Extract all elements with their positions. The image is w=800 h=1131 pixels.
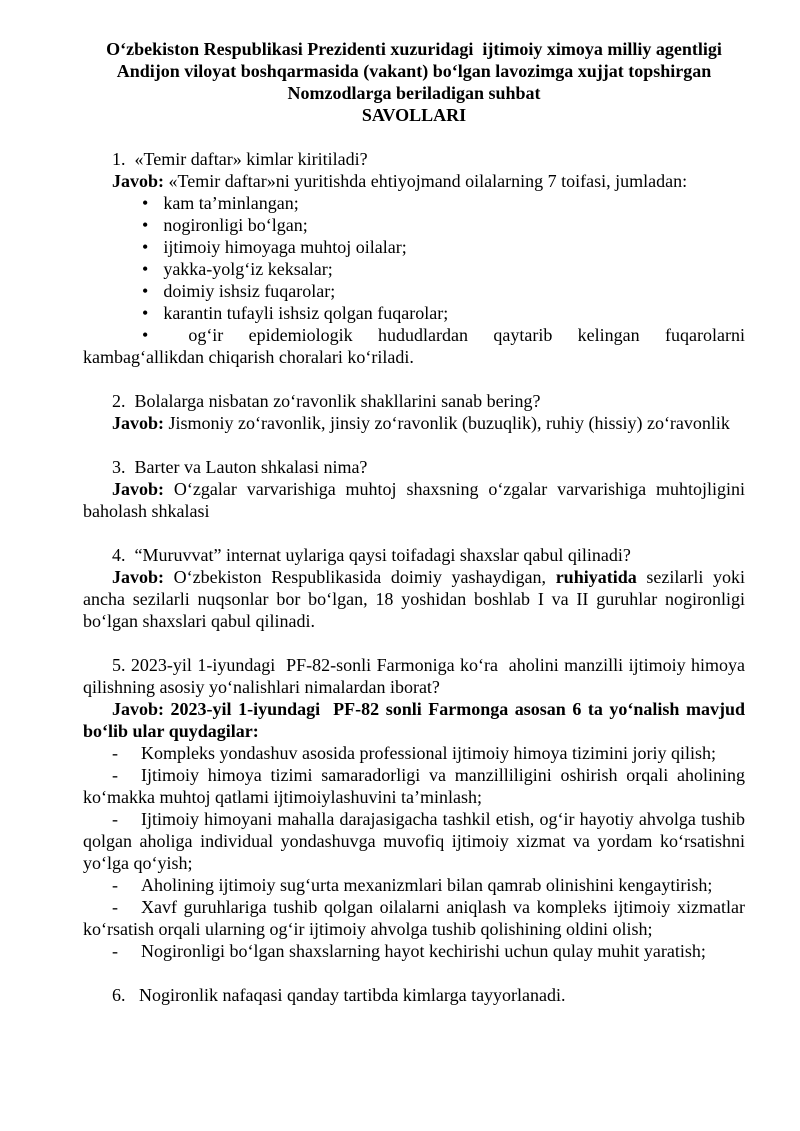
text-run: Nogironligi bo‘lgan shaxslarning hayot kechirishi uchun qulay muhit yaratish; — [141, 941, 706, 961]
dash-item — [83, 940, 745, 962]
answer-paragraph — [83, 412, 745, 434]
text-run: 1. «Temir daftar» kimlar kiritiladi? — [112, 149, 368, 169]
dash-item — [83, 896, 745, 940]
bold-text-run: Javob: — [112, 171, 169, 191]
dash-marker: - — [112, 875, 118, 895]
answer-paragraph — [83, 566, 745, 632]
bullet-item — [83, 280, 745, 302]
answer-paragraph — [83, 698, 745, 742]
dash-marker: - — [112, 743, 118, 763]
bullet-marker: • — [142, 237, 149, 257]
text-run: karantin tufayli ishsiz qolgan fuqarolar; — [163, 303, 449, 323]
text-run: 5. 2023-yil 1-iyundagi PF-82-sonli Farmoniga ko‘ra aholini manzilli ijtimoiy himoya qilishning asosiy yo‘nalishlari nimalardan iborat? — [83, 655, 745, 697]
bold-text-run: Javob: — [112, 479, 174, 499]
dash-item — [83, 764, 745, 808]
text-run: og‘ir epidemiologik hududlardan qaytarib kelingan fuqarolarni kambag‘allikdan chiqarish choralari ko‘riladi. — [83, 325, 745, 367]
dash-marker: - — [112, 809, 118, 829]
text-run: ijtimoiy himoyaga muhtoj oilalar; — [163, 237, 407, 257]
title-line-4: SAVOLLARI — [361, 105, 467, 125]
bullet-marker: • — [142, 281, 149, 301]
text-run: Kompleks yondashuv asosida professional ijtimoiy himoya tizimini joriy qilish; — [141, 743, 716, 763]
text-run: 3. Barter va Lauton shkalasi nima? — [112, 457, 368, 477]
document-body — [83, 148, 745, 1006]
question-paragraph — [83, 654, 745, 698]
question-paragraph — [83, 456, 745, 478]
bullet-marker: • — [142, 325, 149, 345]
dash-marker: - — [112, 897, 118, 917]
bold-text-run: Javob: 2023-yil 1-iyundagi PF-82 sonli Farmonga asosan 6 ta yo‘nalish mavjud bo‘lib ular quydagilar: — [83, 699, 745, 741]
text-run: yakka-yolg‘iz keksalar; — [163, 259, 333, 279]
bullet-marker: • — [142, 215, 149, 235]
bullet-item — [83, 324, 745, 368]
text-run: O‘zgalar varvarishiga muhtoj shaxsning o‘zgalar varvarishiga muhtojligini baholash shkalasi — [83, 479, 745, 521]
bold-text-run: Javob: — [112, 567, 174, 587]
title-line-3: Nomzodlarga beriladigan suhbat — [287, 83, 541, 103]
text-run: Ijtimoiy himoyani mahalla darajasigacha tashkil etish, og‘ir hayotiy ahvolga tushib qolgan aholiga individual yondashuvga muvofiq ijtimoiy xizmat va yordam ko‘rsatishni yo‘lga qo‘yish; — [83, 809, 745, 873]
text-run: kam ta’minlangan; — [163, 193, 299, 213]
bullet-item — [83, 236, 745, 258]
text-run: doimiy ishsiz fuqarolar; — [163, 281, 336, 301]
text-run: 6. Nogironlik nafaqasi qanday tartibda kimlarga tayyorlanadi. — [112, 985, 566, 1005]
bullet-marker: • — [142, 259, 149, 279]
answer-paragraph — [83, 170, 745, 192]
bullet-item — [83, 192, 745, 214]
title-line-2: Andijon viloyat boshqarmasida (vakant) bo‘lgan lavozimga xujjat topshirgan — [116, 61, 712, 81]
bullet-marker: • — [142, 193, 149, 213]
text-run: 2. Bolalarga nisbatan zo‘ravonlik shakllarini sanab bering? — [112, 391, 541, 411]
document-title — [83, 38, 745, 126]
dash-item — [83, 808, 745, 874]
text-run: nogironligi bo‘lgan; — [163, 215, 308, 235]
bullet-item — [83, 302, 745, 324]
title-line-1: O‘zbekiston Respublikasi Prezidenti xuzuridagi ijtimoiy ximoya milliy agentligi — [106, 39, 722, 59]
text-run: Ijtimoiy himoya tizimi samaradorligi va manzilliligini oshirish orqali aholining ko‘makka muhtoj qatlami ijtimoiylashuvini ta’minlash; — [83, 765, 745, 807]
bullet-item — [83, 258, 745, 280]
text-run: sezilarli yoki ancha sezilarli nuqsonlar bor bo‘lgan, 18 yoshidan boshlab I va II guruhlar nogironligi bo‘lgan shaxslari qabul qilinadi. — [83, 567, 745, 631]
bold-text-run: Javob: — [112, 413, 169, 433]
text-run: Jismoniy zo‘ravonlik, jinsiy zo‘ravonlik (buzuqlik), ruhiy (hissiy) zo‘ravonlik — [168, 413, 730, 433]
text-run: 4. “Muruvvat” internat uylariga qaysi toifadagi shaxslar qabul qilinadi? — [112, 545, 631, 565]
text-run: O‘zbekiston Respublikasida doimiy yashaydigan, — [173, 567, 556, 587]
text-run: Aholining ijtimoiy sug‘urta mexanizmlari bilan qamrab olinishini kengaytirish; — [141, 875, 713, 895]
text-run: «Temir daftar»ni yuritishda ehtiyojmand oilalarning 7 toifasi, jumladan: — [168, 171, 688, 191]
question-paragraph — [83, 390, 745, 412]
question-paragraph — [83, 544, 745, 566]
dash-item — [83, 874, 745, 896]
dash-marker: - — [112, 765, 118, 785]
dash-marker: - — [112, 941, 118, 961]
text-run: Xavf guruhlariga tushib qolgan oilalarni aniqlash va kompleks ijtimoiy xizmatlar ko‘rsatish orqali ularning og‘ir ijtimoiy ahvolga tushib qolishining oldini olish; — [83, 897, 745, 939]
question-paragraph — [83, 148, 745, 170]
question-paragraph — [83, 984, 745, 1006]
bold-text-run: ruhiyatida — [555, 567, 637, 587]
dash-item — [83, 742, 745, 764]
answer-paragraph — [83, 478, 745, 522]
bullet-marker: • — [142, 303, 149, 323]
bullet-item — [83, 214, 745, 236]
